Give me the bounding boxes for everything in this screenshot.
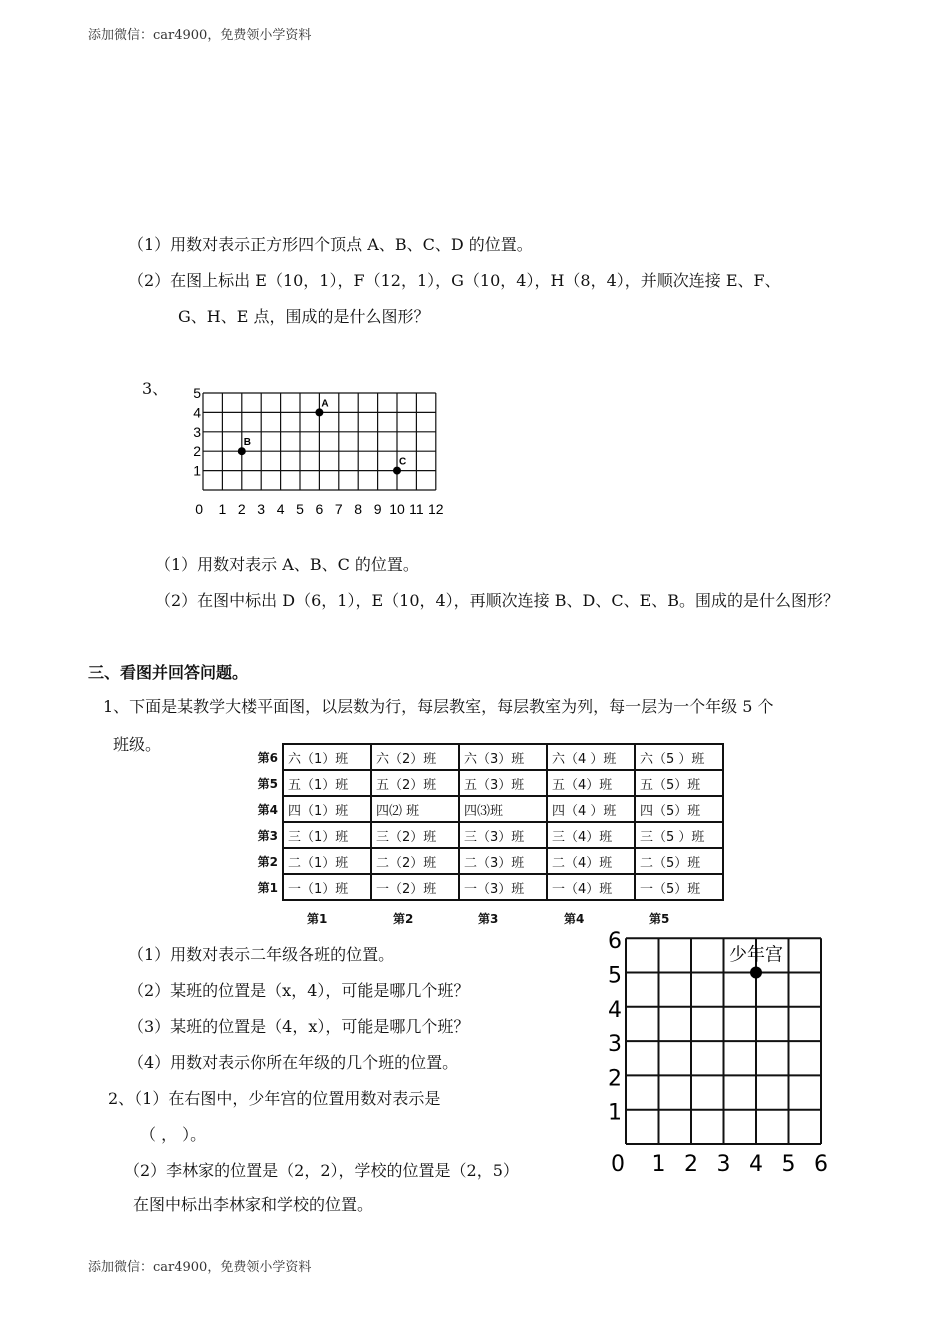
- s3-q1-line1: 1、下面是某教学大楼平面图，以层数为行，每层教室，每层教室为列，每一层为一个年级 5 个: [103, 697, 774, 716]
- y-tick-label: 2: [608, 1066, 622, 1092]
- classroom-cell: 一（3）班: [459, 874, 547, 900]
- floor-row: [250, 744, 723, 770]
- x-tick-label: 0: [195, 501, 203, 517]
- s3-q2-line1: 2、（1）在右图中，少年宫的位置用数对表示是: [108, 1089, 441, 1108]
- classroom-cell: 五（4）班: [547, 770, 635, 796]
- floor-label: 第1: [257, 880, 278, 895]
- y-tick-label: 6: [608, 929, 622, 955]
- classroom-cell: 四（1）班: [283, 796, 371, 822]
- column-label: 第3: [478, 912, 499, 926]
- column-label: 第4: [564, 912, 585, 926]
- s3-q2-line2: （ ， ）。: [140, 1125, 207, 1144]
- classroom-cell: 三（2）班: [371, 822, 459, 848]
- q3-part2: （2）在图中标出 D（6，1），E（10，4），再顺次连接 B、D、C、E、B。围成的是什么图形？: [155, 591, 840, 610]
- point-a: [315, 408, 323, 416]
- classroom-cell: 五（3）班: [459, 770, 547, 796]
- x-tick-label: 7: [334, 501, 343, 517]
- section3-title: 三、看图并回答问题。: [88, 663, 249, 682]
- classroom-cell: 一（2）班: [371, 874, 459, 900]
- y-tick-label: 3: [193, 423, 201, 440]
- x-tick-label: 4: [276, 501, 285, 517]
- y-tick-label: 5: [608, 963, 622, 989]
- classroom-cell: 二（2）班: [371, 848, 459, 874]
- classroom-cell: 五（5）班: [635, 770, 723, 796]
- x-tick-label: 12: [428, 501, 444, 517]
- floor-row: [250, 822, 723, 848]
- q2-part1: （1）用数对表示正方形四个顶点 A、B、C、D 的位置。: [128, 235, 533, 254]
- classroom-cell: 二（1）班: [283, 848, 371, 874]
- classroom-cell: 二（4）班: [547, 848, 635, 874]
- classroom-cell: 一（4）班: [547, 874, 635, 900]
- floor-label: 第3: [257, 828, 278, 843]
- classroom-cell: 六（2）班: [371, 744, 459, 770]
- floor-label: 第5: [257, 776, 278, 791]
- x-tick-label: 6: [315, 501, 324, 517]
- classroom-cell: 三（5 ）班: [635, 822, 723, 848]
- page-footer: 添加微信：car4900，免费领小学资料: [88, 1260, 312, 1275]
- q2-part2-line1: （2）在图上标出 E（10，1），F（12，1），G（10，4），H（8，4），并顺次连接 E、F、: [128, 271, 781, 290]
- y-tick-label: 2: [193, 443, 201, 460]
- classroom-cell: 六（5 ）班: [635, 744, 723, 770]
- s3-q1-item2: （2）某班的位置是（x，4），可能是哪几个班？: [128, 981, 470, 1000]
- x-tick-label: 1: [218, 501, 227, 517]
- youth-palace-grid: [600, 925, 840, 1180]
- classroom-cell: 一（5）班: [635, 874, 723, 900]
- building-plan-table: [250, 743, 724, 901]
- x-tick-label: 11: [409, 501, 424, 517]
- x-tick-label: 1: [651, 1152, 666, 1177]
- x-tick-label: 0: [611, 1152, 625, 1177]
- column-label: 第1: [307, 912, 328, 926]
- q3-label: 3、: [142, 379, 169, 398]
- classroom-cell: 四⑵ 班: [371, 796, 459, 822]
- x-tick-label: 3: [716, 1152, 731, 1177]
- classroom-cell: 四⑶班: [459, 796, 547, 822]
- s3-q1-item4: （4）用数对表示你所在年级的几个班的位置。: [128, 1053, 459, 1072]
- s3-q1-item3: （3）某班的位置是（4，x），可能是哪几个班？: [128, 1017, 470, 1036]
- q3-grid: [185, 385, 455, 524]
- x-tick-label: 10: [389, 501, 405, 517]
- x-tick-label: 8: [354, 501, 363, 517]
- x-tick-label: 2: [684, 1152, 698, 1177]
- classroom-cell: 二（3）班: [459, 848, 547, 874]
- x-tick-label: 3: [257, 501, 266, 517]
- page-header: 添加微信：car4900，免费领小学资料: [88, 28, 312, 43]
- classroom-cell: 五（1）班: [283, 770, 371, 796]
- classroom-cell: 六（3）班: [459, 744, 547, 770]
- x-tick-label: 2: [237, 501, 246, 517]
- x-tick-label: 9: [373, 501, 382, 517]
- x-tick-label: 5: [781, 1152, 796, 1177]
- classroom-cell: 三（4）班: [547, 822, 635, 848]
- s3-q1-item1: （1）用数对表示二年级各班的位置。: [128, 945, 395, 964]
- floor-row: [250, 796, 723, 822]
- classroom-cell: 六（1）班: [283, 744, 371, 770]
- point-label: B: [243, 437, 252, 449]
- column-label: 第5: [649, 912, 670, 926]
- point-label: A: [321, 398, 329, 410]
- floor-row: [250, 848, 723, 874]
- floor-label: 第2: [257, 854, 278, 869]
- s3-q1-line2: 班级。: [113, 735, 162, 754]
- classroom-cell: 一（1）班: [283, 874, 371, 900]
- youth-palace-point: [750, 967, 762, 979]
- column-label: 第2: [393, 912, 414, 926]
- classroom-cell: 三（3）班: [459, 822, 547, 848]
- s3-q2-line3: （2）李林家的位置是（2，2），学校的位置是（2，5）: [124, 1161, 519, 1180]
- classroom-cell: 五（2）班: [371, 770, 459, 796]
- s3-q2-line4: 在图中标出李林家和学校的位置。: [133, 1195, 374, 1214]
- x-tick-label: 5: [296, 501, 304, 517]
- classroom-cell: 四（5）班: [635, 796, 723, 822]
- classroom-cell: 四（4 ）班: [547, 796, 635, 822]
- point-c: [393, 467, 401, 475]
- y-tick-label: 1: [193, 462, 201, 479]
- point-b: [238, 447, 246, 455]
- classroom-cell: 二（5）班: [635, 848, 723, 874]
- youth-palace-label: 少年宫: [729, 944, 783, 966]
- floor-label: 第4: [257, 802, 278, 817]
- y-tick-label: 1: [608, 1100, 622, 1126]
- q2-part2-line2: G、H、E 点，围成的是什么图形？: [178, 307, 430, 326]
- y-tick-label: 5: [193, 385, 201, 401]
- classroom-cell: 三（1）班: [283, 822, 371, 848]
- floor-label: 第6: [257, 750, 278, 765]
- classroom-cell: 六（4 ）班: [547, 744, 635, 770]
- floor-row: [250, 770, 723, 796]
- point-label: C: [399, 456, 407, 468]
- x-tick-label: 6: [814, 1152, 828, 1177]
- q3-part1: （1）用数对表示 A、B、C 的位置。: [155, 555, 419, 574]
- x-tick-label: 4: [749, 1152, 763, 1177]
- y-tick-label: 3: [608, 1032, 622, 1058]
- y-tick-label: 4: [193, 404, 201, 421]
- y-tick-label: 4: [608, 997, 622, 1023]
- floor-row: [250, 874, 723, 900]
